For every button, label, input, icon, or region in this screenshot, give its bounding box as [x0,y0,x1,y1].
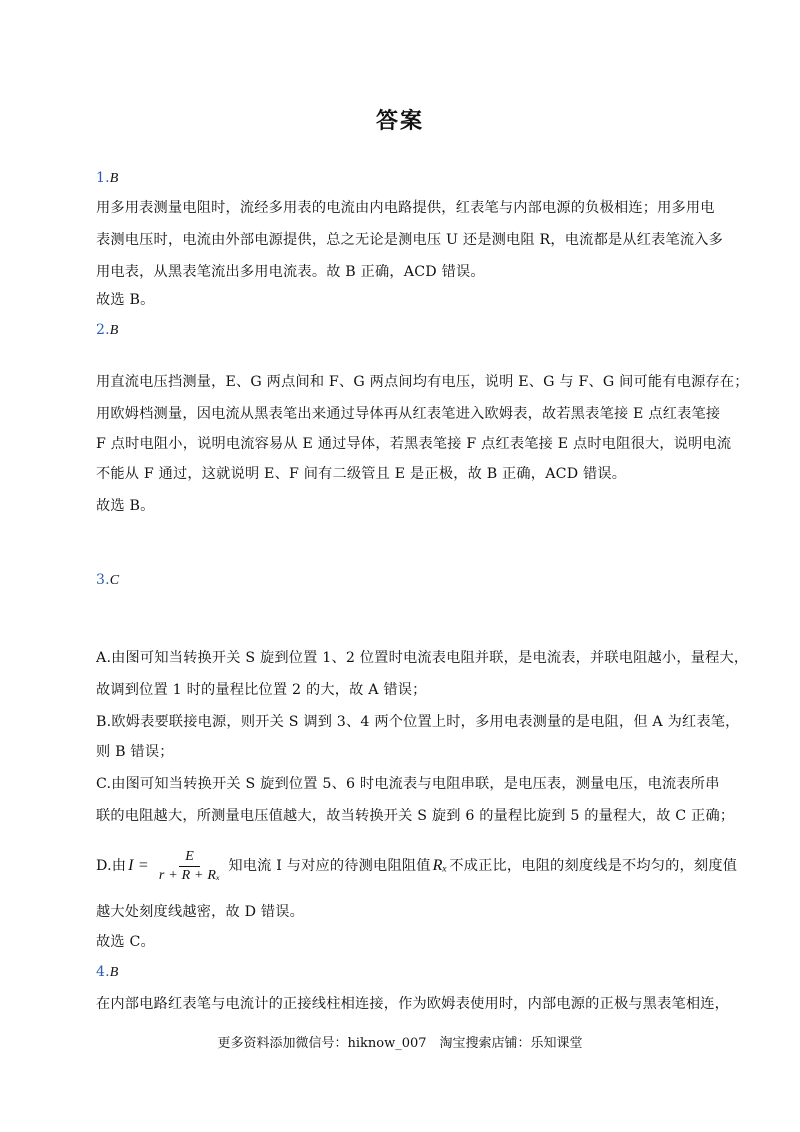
answer-2-label [96,320,706,341]
answer-2-line: F 点时电阻小，说明电流容易从 E 通过导体，若黑表笔接 F 点红表笔接 E 点时电阻很大，说明电流 [96,436,732,452]
answer-4-line: 在内部电路红表笔与电流计的正接线柱相连接，作为欧姆表使用时，内部电源的正极与黑表笔相连， [96,996,730,1012]
formula-numerator: E [179,848,200,867]
answer-3-line: 联的电阻越大，所测量电压值越大，故当转换开关 S 旋到 6 的量程比旋到 5 的量程大，故 C 正确； [96,808,735,824]
answer-3-line: 则 B 错误； [96,744,174,760]
answer-1-number: 1. [96,170,110,186]
answer-3-formula-line [96,846,738,886]
answer-1-line: 用电表，从黑表笔流出多用电流表。故 B 正确，ACD 错误。 [96,264,485,280]
answer-4-label [96,962,706,983]
answer-3-choice: C [109,573,120,588]
answer-3-label [96,570,706,591]
answer-2-number: 2. [96,322,110,338]
formula-denominator: r + R + Rₓ [158,867,221,883]
answer-3-line: 越大处刻度线越密，故 D 错误。 [96,904,305,920]
answer-3-d-prefix: D.由 [96,858,127,874]
formula-lhs: I = [128,857,149,874]
answer-1-line: 表测电压时，电流由外部电源提供，总之无论是测电压 U 还是测电阻 R，电流都是从红表笔流入多 [96,232,724,248]
answer-3-line: 故调到位置 1 时的量程比位置 2 的大，故 A 错误； [96,682,427,698]
answer-1-line: 故选 B。 [96,292,155,308]
answer-2-line: 用欧姆档测量，因电流从黑表笔出来通过导体再从红表笔进入欧姆表，故若黑表笔接 E 点红表笔接 [96,406,721,422]
answer-3-line: B.欧姆表要联接电源，则开关 S 调到 3、4 两个位置上时，多用电表测量的是电阻，但 A 为红表笔， [96,714,740,730]
answer-3-d-mid: 知电流 I 与对应的待测电阻阻值 [228,858,431,874]
answer-1-line: 用多用表测量电阻时，流经多用表的电流由内电路提供，红表笔与内部电源的负极相连；用多用电 [96,200,715,216]
answer-3-line: C.由图可知当转换开关 S 旋到位置 5、6 时电流表与电阻串联，是电压表，测量电压，电流表所串 [96,776,720,792]
page-footer: 更多资料添加微信号：hiknow_007 淘宝搜索店铺：乐知课堂 [217,1036,583,1051]
answer-2-line: 故选 B。 [96,498,155,514]
answer-3-number: 3. [96,572,110,588]
formula-var-rx: Rₓ [432,857,448,874]
answer-3-line: 故选 C。 [96,934,155,950]
answer-1-choice: B [109,171,119,186]
answer-2-choice: B [109,323,119,338]
answer-4-number: 4. [96,964,110,980]
page-title: 答案 [375,109,424,134]
formula-fraction [155,848,224,885]
answer-4-choice: B [109,965,119,980]
answer-3-line: A.由图可知当转换开关 S 旋到位置 1、2 位置时电流表电阻并联，是电流表，并联电阻越小，量程大， [96,650,749,666]
answer-1-label [96,168,706,189]
answer-2-line: 不能从 F 通过，这就说明 E、F 间有二级管且 E 是正极，故 B 正确，ACD 错误。 [96,466,627,482]
answer-3-d-suffix: 不成正比，电阻的刻度线是不均匀的，刻度值 [449,858,738,874]
answer-2-line: 用直流电压挡测量，E、G 两点间和 F、G 两点间均有电压，说明 E、G 与 F、G 间可能有电源存在； [96,374,749,390]
